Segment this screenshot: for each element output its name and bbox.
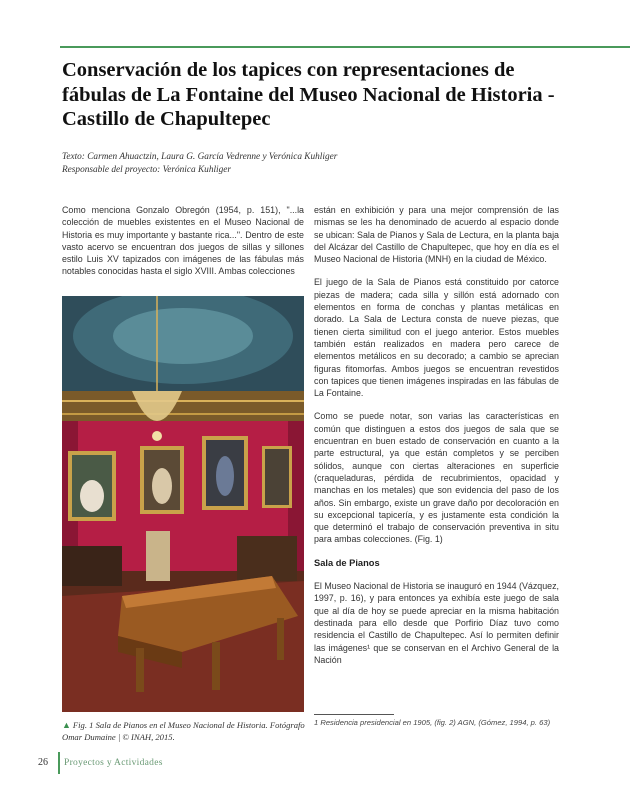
footnote: 1 Residencia presidencial en 1905, (fig. 2) AGN, (Gómez, 1994, p. 63) bbox=[314, 718, 551, 727]
right-column bbox=[314, 204, 559, 677]
header-rule bbox=[60, 46, 630, 48]
paragraph: El juego de la Sala de Pianos está constituido por catorce piezas de madera; cada silla y sillón está adornado con elementos en forma de conchas y plantas metálicas en dorado. La Sala de Lectura consta de nueve piezas, que tienen cierta similitud con el juego anterior. Estos muebles también están realizados en madera pero carece de elementos metálicos en su decorado; a cambio se aprecian figuras fitomorfas. Ambos juegos se encuentran revestidos con tapices que tienen imágenes inspiradas en las fábulas de La Fontaine. bbox=[314, 277, 559, 399]
article-title: Conservación de los tapices con representaciones de fábulas de La Fontaine del Museo Nacional de Historia - Castillo de Chapultepec bbox=[62, 59, 555, 130]
page-number: 26 bbox=[38, 757, 48, 768]
caption-text: Fig. 1 Sala de Pianos en el Museo Nacional de Historia. Fotógrafo Omar Dumaine | © INAH, 2015. bbox=[62, 720, 305, 742]
paragraph: El Museo Nacional de Historia se inauguró en 1944 (Vázquez, 1997, p. 16), y para entonces ya exhibía este juego de sala que al día de hoy se puede apreciar en la misma habitación destinada para ello desde que Porfirio Díaz tuvo como residencia el Castillo de Chapultepec. Así lo permiten definir las imágenes¹ que se conservan en el Archivo General de la Nación bbox=[314, 581, 559, 665]
paragraph: están en exhibición y para una mejor comprensión de las mismas se les ha denominado de acuerdo al espacio donde se ubican: Sala de Pianos y Sala de Lectura, en la planta baja del Alcázar del Castillo de Chapultepec, que hoy en día es el Museo Nacional de Historia (MNH) en la ciudad de México. bbox=[314, 205, 559, 265]
figure-caption bbox=[62, 720, 312, 743]
footnote-divider bbox=[314, 714, 394, 715]
triangle-icon: ▲ bbox=[62, 720, 71, 730]
author-credits bbox=[62, 151, 582, 177]
footer-divider bbox=[58, 752, 60, 774]
left-column bbox=[62, 204, 304, 289]
running-section-label: Proyectos y Actividades bbox=[64, 758, 163, 768]
piano-room-photo bbox=[62, 296, 304, 712]
project-lead-line: Responsable del proyecto: Verónica Kuhliger bbox=[62, 165, 232, 175]
section-heading: Sala de Pianos bbox=[314, 557, 380, 568]
authors-line: Texto: Carmen Ahuactzin, Laura G. García Vedrenne y Verónica Kuhliger bbox=[62, 152, 338, 162]
paragraph: Como menciona Gonzalo Obregón (1954, p. 151), "...la colección de muebles existentes en el Museo Nacional de Historia es muy importante y bastante rica...". Dentro de este vasto acervo se encuentran dos juegos de sillas y sillones estilo Luis XV tapizados con imágenes de las fábulas más notables conocidas hasta el siglo XVIII. Ambas colecciones bbox=[62, 205, 304, 277]
paragraph: Como se puede notar, son varias las características en común que distinguen a estos dos juegos de sala que se encuentran en buen estado de conservación en cuanto a la parte estructural, ya que están completos y se perciben sólidos, aunque con ciertas alteraciones en superficie (craqueladuras, pérdida de recubrimientos, opacidad y manchas en los metales) que son evidencia del paso de los años. Sin embargo, existe un grave daño por decoloración en su excepcional tapicería, y es justamente esta condición la que determinó el trabajo de conservación preventiva in situ para ambas colecciones. (Fig. 1) bbox=[314, 411, 559, 545]
